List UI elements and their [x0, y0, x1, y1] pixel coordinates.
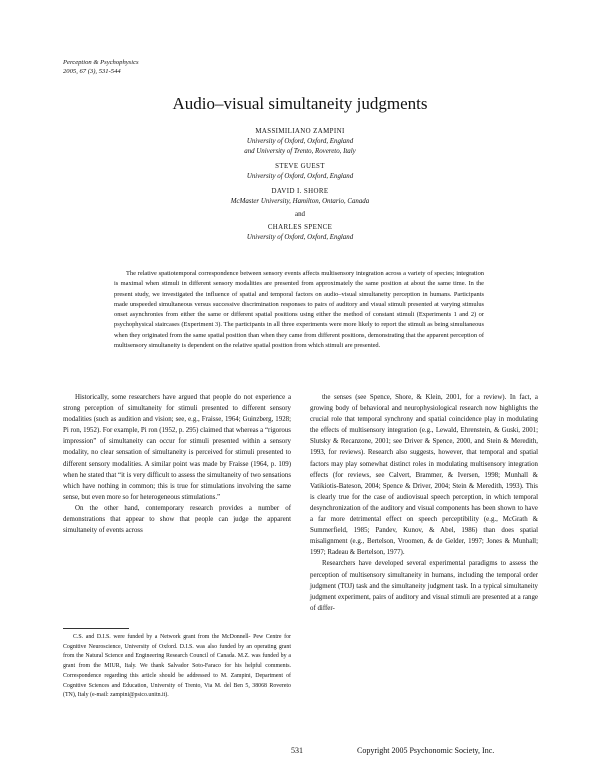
- author-affiliation: and University of Trento, Rovereto, Italy: [244, 148, 356, 155]
- abstract: The relative spatiotemporal correspondence between sensory events affects multisensory integration across a variety of species; integration is maximal when stimuli in different sensory modalities are presented from approximately the same position at about the same time. In the present study, we investigated the influence of spatial and temporal factors on audio–visual simultaneity perception in humans. Participants made unspeeded simultaneous versus successive discrimination responses to pairs of auditory and visual stimuli presented at varying stimulus onset asynchronies from either the same or different spatial positions using either the method of constant stimuli (Experiments 1 and 2) or psychophysical staircases (Experiment 3). The participants in all three experiments were more likely to report the stimuli as being simultaneous when they originated from the same spatial position than when they came from different positions, demonstrating that the apparent perception of multisensory simultaneity is dependent on the relative spatial position from which stimuli are presented.: [114, 270, 484, 350]
- author-affiliation: University of Oxford, Oxford, England: [246, 234, 354, 241]
- author-block: [0, 127, 600, 243]
- body-paragraph: the senses (see Spence, Shore, & Klein, 2001, for a review). In fact, a growing body of behavioral and neurophysiological research now highlights the crucial role that temporal synchrony and spatial coincidence play in modulating the effects of multisensory integration (e.g., Lewald, Ehrenstein, & Guski, 2001; Slutsky & Recanzone, 2001; see Driver & Spence, 2000, and Stein & Meredith, 1993, for reviews). Research also suggests, however, that temporal and spatial factors may play somewhat distinct roles in modulating multisensory integration effects (for reviews, see Calvert, Brammer, & Iversen, 1998; Munhall & Vatikiotis-Bateson, 2004; Spence & Driver, 2004; Stein & Meredith, 1993). This is clearly true for the case of audiovisual speech perception, in which temporal desynchronization of the auditory and visual components has been shown to have a far more detrimental effect on speech perceptibility (e.g., McGrath & Summerfield, 1985; Pandev, Kunov, & Abel, 1986) than does spatial misalignment (e.g., Bertelson, Vroomen, & de Gelder, 1997; Jones & Munhall; 1997; Radeau & Bertelson, 1977).: [310, 394, 538, 557]
- paper-title: Audio–visual simultaneity judgments: [172, 94, 428, 113]
- body-paragraph: Researchers have developed several experimental paradigms to assess the perception of multisensory simultaneity in humans, including the temporal order judgment (TOJ) task and the simultaneity judgment task. In a typical simultaneity judgment experiment, pairs of auditory and visual stimuli are presented at a range of differ-: [310, 560, 538, 612]
- footnote: C.S. and D.I.S. were funded by a Network grant from the McDonnell- Pew Centre for Cognitive Neuroscience, University of Oxford. D.I.S. was also funded by an operating grant from the Natural Science and Engineering Research Council of Canada. M.Z. was funded by a grant from the MIUR, Italy. We thank Salvador Soto-Faraco for his helpful comments. Correspondence regarding this article should be addressed to M. Zampini, Department of Cognitive Sciences and Education, University of Trento, Via M. del Ben 5, 38068 Rovereto (TN), Italy (e-mail: zampini@psico.unitn.it).: [63, 634, 291, 699]
- author-name: MASSIMILIANO ZAMPINI: [255, 128, 345, 135]
- journal-name: Perception & Psychophysics: [63, 59, 139, 66]
- author-affiliation: University of Oxford, Oxford, England: [246, 173, 354, 180]
- author-affiliation: University of Oxford, Oxford, England: [246, 138, 354, 145]
- page-number: 531: [291, 746, 303, 755]
- author-affiliation: McMaster University, Hamilton, Ontario, Canada: [230, 198, 370, 205]
- author-name: STEVE GUEST: [275, 163, 325, 170]
- author-conjunction: and: [295, 211, 305, 218]
- author-name: DAVID I. SHORE: [271, 188, 329, 195]
- body-paragraph: On the other hand, contemporary research provides a number of demonstrations that appear to show that people can judge the apparent simultaneity of events across: [63, 504, 291, 535]
- copyright-notice: Copyright 2005 Psychonomic Society, Inc.: [357, 746, 495, 755]
- journal-citation: 2005, 67 (3), 531-544: [63, 68, 121, 75]
- left-column: [63, 392, 291, 536]
- footnote-rule: [63, 628, 129, 629]
- journal-header: [63, 58, 139, 76]
- right-column: [310, 392, 538, 614]
- body-paragraph: Historically, some researchers have argued that people do not experience a strong perception of simultaneity for stimuli presented to different sensory modalities (such as audition and vision; see, e.g., Fraisse, 1964; Guinzberg, 1928; Pi ron, 1952). For example, Pi ron (1952, p. 295) claimed that whereas a “rigorous impression” of simultaneity can occur for stimuli presented within a sensory modality, no clear sensation of simultaneity is perceived for stimuli presented to different sensory modalities. A similar point was made by Fraisse (1964, p. 109) when he stated that “it is very difficult to assess the simultaneity of two sensations which have nothing in common; this is true for stimulations involving the same sense, but even more so for heterogeneous stimulations.”: [63, 394, 291, 501]
- author-name: CHARLES SPENCE: [267, 224, 333, 231]
